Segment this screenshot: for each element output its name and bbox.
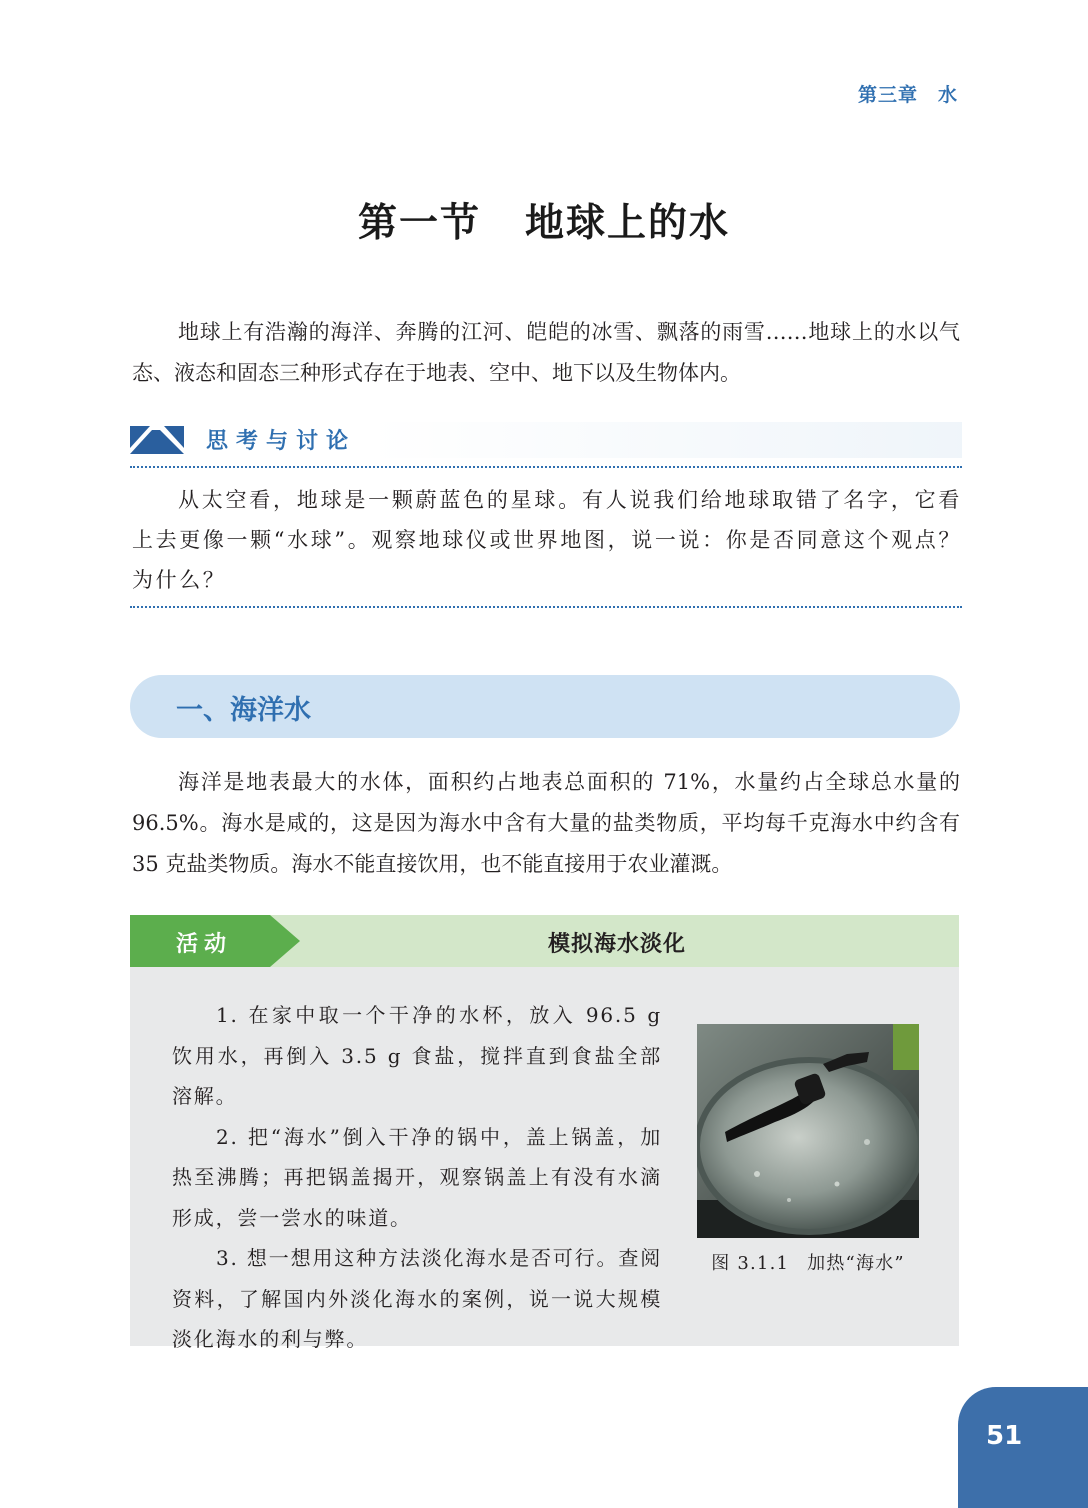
dotted-divider xyxy=(130,606,962,608)
page-number: 51 xyxy=(986,1421,1023,1451)
intro-paragraph: 地球上有浩瀚的海洋、奔腾的江河、皑皑的冰雪、飘落的雨雪……地球上的水以气态、液态和固态三种形式存在于地表、空中、地下以及生物体内。 xyxy=(132,320,960,385)
activity-step: 3. 想一想用这种方法淡化海水是否可行。查阅资料，了解国内外淡化海水的案例，说一说大规模淡化海水的利与弊。 xyxy=(172,1246,662,1351)
figure-caption xyxy=(686,1249,930,1275)
activity-box xyxy=(130,915,959,1351)
figure-caption-text: 加热“海水” xyxy=(807,1253,905,1274)
chevron-up-marker-icon xyxy=(130,426,184,454)
think-discuss-title: 思考与讨论 xyxy=(206,429,357,454)
chapter-topic: 水 xyxy=(937,84,958,106)
chapter-number: 第三章 xyxy=(857,84,918,106)
activity-tag-label: 活动 xyxy=(176,932,233,957)
section-title xyxy=(0,192,1088,248)
activity-step: 2. 把“海水”倒入干净的锅中，盖上锅盖，加热至沸腾；再把锅盖揭开，观察锅盖上有没有水滴形成，尝一尝水的味道。 xyxy=(172,1124,662,1230)
activity-step: 1. 在家中取一个干净的水杯，放入 96.5 g 饮用水，再倒入 3.5 g 食盐，搅拌直到食盐全部溶解。 xyxy=(172,1003,662,1108)
activity-title: 模拟海水淡化 xyxy=(548,932,687,957)
ocean-heading-band xyxy=(130,675,960,738)
section-title-text: 地球上的水 xyxy=(525,201,731,246)
dotted-divider xyxy=(130,466,962,468)
think-discuss-header xyxy=(130,422,962,456)
activity-step-list xyxy=(172,995,662,1360)
section-number: 第一节 xyxy=(357,201,481,246)
chapter-header xyxy=(858,80,958,107)
ocean-heading: 一、海洋水 xyxy=(176,695,311,726)
think-discuss-text: 从太空看，地球是一颗蔚蓝色的星球。有人说我们给地球取错了名字，它看上去更像一颗“水球”。观察地球仪或世界地图，说一说：你是否同意这个观点？为什么？ xyxy=(132,488,962,592)
figure-number: 图 3.1.1 xyxy=(711,1253,790,1274)
activity-title-bar xyxy=(130,915,959,967)
pot-lid-photo xyxy=(697,1024,919,1238)
page-number-tab xyxy=(958,1387,1088,1508)
ocean-paragraph: 海洋是地表最大的水体，面积约占地表总面积的 71%，水量约占全球总水量的 96.5%。海水是咸的，这是因为海水中含有大量的盐类物质，平均每千克海水中约含有 35 克盐类物质。海水不能直接饮用，也不能直接用于农业灌溉。 xyxy=(132,770,960,876)
think-discuss-box xyxy=(130,422,962,592)
